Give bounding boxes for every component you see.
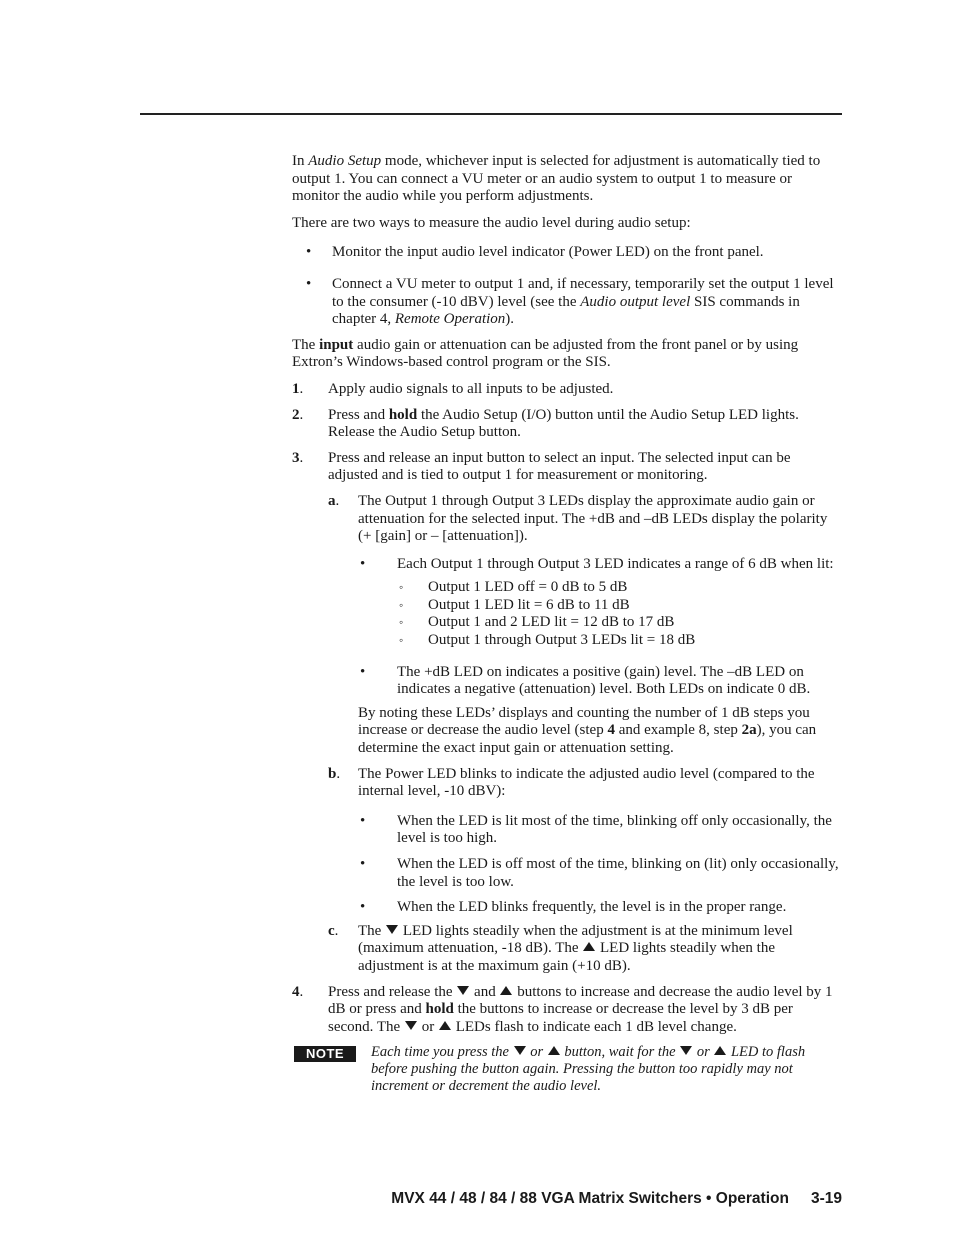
up-triangle-icon [500,986,512,995]
page-footer [391,1190,842,1208]
page-number: 3-19 [810,1190,842,1207]
page-content [292,153,842,1095]
bullet: • [360,812,366,829]
up-triangle-icon [583,942,595,951]
down-triangle-icon [457,986,469,995]
list-item: • When the LED is lit most of the time, blinking off only occasionally, the level is too high. [360,812,832,847]
step-3: 3. Press and release an input button to select an input. The selected input can be adjusted and is tied to output 1 for measurement or monitoring. [292,449,791,484]
step-3a: a. The Output 1 through Output 3 LEDs display the approximate audio gain or attenuation for the selected input. The +dB and –dB LEDs display the polarity (+ [gain] or – [attenuation]). [328,492,828,545]
down-triangle-icon [386,925,398,934]
step-4: 4. Press and release the and buttons to increase and decrease the audio level by 1 dB or press and hold the buttons to increase or decrease the level by 3 dB per second. The or LEDs flash to indicate each 1 dB level change. [292,983,833,1035]
step-3b: b. The Power LED blinks to indicate the adjusted audio level (compared to the internal level, -10 dBV): [328,765,815,800]
bullet: • [360,899,366,916]
down-triangle-icon [514,1046,526,1055]
step-3c: c. The LED lights steadily when the adjustment is at the minimum level (maximum attenuation, -18 dB). The LED lights steadily when the adjustment is at the maximum gain (+10 dB). [328,922,793,974]
list-item: ◦ Output 1 and 2 LED lit = 12 dB to 17 dB [399,614,675,631]
list-item: • When the LED blinks frequently, the level is in the proper range. [360,899,787,916]
ways-paragraph: There are two ways to measure the audio level during audio setup: [292,214,691,231]
list-item: • Connect a VU meter to output 1 and, if necessary, temporarily set the output 1 level to the consumer (-10 dBV) level (see the Audio output level SIS commands in chapter 4, Remote Operation). [306,275,834,328]
list-item: • Monitor the input audio level indicator (Power LED) on the front panel. [306,244,764,261]
list-item: ◦ Output 1 LED lit = 6 dB to 11 dB [399,596,630,613]
footer-title: MVX 44 / 48 / 84 / 88 VGA Matrix Switchers • Operation [391,1190,789,1207]
note-text: Each time you press the or button, wait for the or LED to flash before pushing the button again. Pressing the button too rapidly may not increment or decrement the audio level. [371,1044,806,1095]
note-box [292,1044,842,1095]
list-item: • The +dB LED on indicates a positive (gain) level. The –dB LED on indicates a negative (attenuation) level. Both LEDs on indicate 0 dB. [360,663,811,698]
step-1: 1. Apply audio signals to all inputs to be adjusted. [292,380,614,397]
bullet: • [360,555,366,572]
note-badge: NOTE [294,1046,356,1062]
up-triangle-icon [548,1046,560,1055]
bullet: • [306,275,312,292]
list-item: ◦ Output 1 through Output 3 LEDs lit = 18 dB [399,632,696,649]
bullet: • [360,663,366,680]
up-triangle-icon [439,1021,451,1030]
bullet: • [306,244,312,261]
list-item: ◦ Output 1 LED off = 0 dB to 5 dB [399,579,628,596]
up-triangle-icon [714,1046,726,1055]
led-range-list [292,579,842,649]
step-2: 2. Press and hold the Audio Setup (I/O) button until the Audio Setup LED lights. Release the Audio Setup button. [292,406,799,441]
header-rule [140,113,842,115]
bullet: • [360,856,366,872]
noting-paragraph: By noting these LEDs’ displays and counting the number of 1 dB steps you increase or decrease the audio level (step 4 and example 8, step 2a), you can determine the exact input gain or attenuation setting. [358,704,817,757]
list-item: • When the LED is off most of the time, blinking on (lit) only occasionally, the level is too low. [360,856,839,890]
down-triangle-icon [680,1046,692,1055]
gain-paragraph: The input audio gain or attenuation can be adjusted from the front panel or by using Extron’s Windows-based control program or the SIS. [292,336,799,371]
down-triangle-icon [405,1021,417,1030]
intro-paragraph: In Audio Setup mode, whichever input is selected for adjustment is automatically tied to output 1. You can connect a VU meter or an audio system to output 1 to measure or monitor the audio while you perform adjustments. [292,153,821,205]
list-item: • Each Output 1 through Output 3 LED indicates a range of 6 dB when lit: [360,555,834,572]
